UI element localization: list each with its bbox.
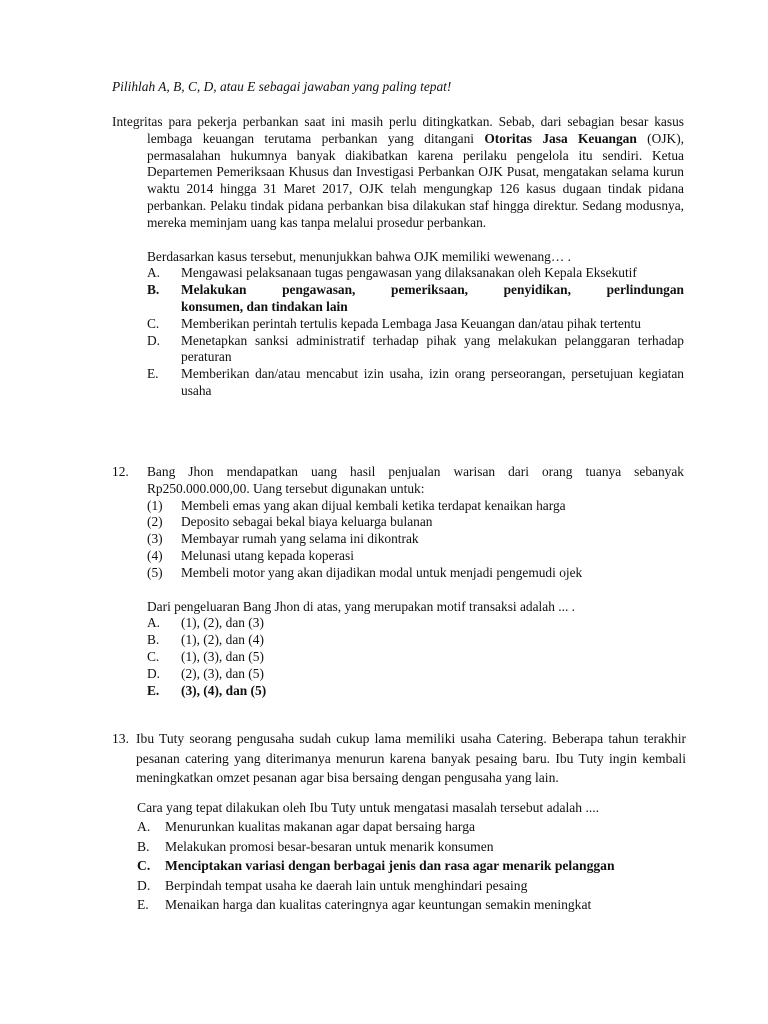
- option-text: (2), (3), dan (5): [181, 665, 264, 681]
- q11-passage: [112, 114, 684, 232]
- item-text: Deposito sebagai bekal biaya keluarga bulanan: [181, 514, 433, 530]
- item-text: Membayar rumah yang selama ini dikontrak: [181, 531, 419, 547]
- q11-section: [112, 114, 684, 400]
- option-text: Berpindah tempat usaha ke daerah lain untuk menghindari pesaing: [165, 877, 528, 893]
- option-text: (3), (4), dan (5): [181, 682, 267, 698]
- q13-question: Cara yang tepat dilakukan oleh Ibu Tuty untuk mengatasi masalah tersebut adalah ....: [137, 799, 600, 815]
- option-text-line2: konsumen, dan tindakan lain: [181, 298, 348, 314]
- option-text: Menaikan harga dan kualitas cateringnya agar keuntungan semakin meningkat: [165, 897, 592, 912]
- option-text: Menciptakan variasi dengan berbagai jenis dan rasa agar menarik pelanggan: [165, 858, 615, 873]
- q12-option-a[interactable]: [147, 615, 684, 632]
- option-text: (1), (2), dan (3): [181, 615, 264, 631]
- q12-option-d[interactable]: [147, 666, 684, 683]
- q12-item-2: [147, 514, 684, 531]
- question-stem: Ibu Tuty seorang pengusaha sudah cukup lama memiliki usaha Catering. Beberapa tahun terakhir pesanan catering yang diterimanya menurun karena banyak pesaing baru. Ibu Tuty ingin kembali meningkatkan omzet pesanan agar bisa bersaing dengan pengusaha yang lain.: [136, 731, 686, 785]
- option-text: Memberikan dan/atau mencabut izin usaha, izin orang perseorangan, persetujuan kegiatan usaha: [181, 366, 684, 398]
- q13-option-a[interactable]: [137, 817, 686, 837]
- q11-options: [112, 265, 684, 399]
- item-label: (3): [147, 531, 163, 547]
- option-label: A.: [137, 819, 151, 834]
- item-label: (4): [147, 547, 163, 563]
- option-label: C.: [137, 858, 151, 873]
- q13-option-c[interactable]: [137, 856, 686, 876]
- item-label: (2): [147, 514, 163, 530]
- q13-options: [137, 817, 686, 915]
- option-label: B.: [137, 838, 150, 854]
- option-label: E.: [147, 366, 159, 382]
- q12-option-c[interactable]: [147, 649, 684, 666]
- q12-item-5: [147, 565, 684, 582]
- option-text: (1), (3), dan (5): [181, 648, 264, 664]
- q13-option-d[interactable]: [137, 876, 686, 896]
- option-label: E.: [147, 682, 160, 698]
- q12-option-e[interactable]: [147, 683, 684, 700]
- q13-option-b[interactable]: [137, 837, 686, 857]
- item-text: Melunasi utang kepada koperasi: [181, 547, 354, 563]
- q12-option-b[interactable]: [147, 632, 684, 649]
- q11-option-d[interactable]: [147, 333, 684, 367]
- q11-passage-pre: Integritas para pekerja perbankan saat ini masih perlu ditingkatkan. Sebab, dari sebagian besar kasus lembaga keuangan terutama perbankan yang ditangani: [112, 114, 684, 146]
- q11-question: Berdasarkan kasus tersebut, menunjukkan bahwa OJK memiliki wewenang… .: [147, 248, 571, 264]
- option-text: Memberikan perintah tertulis kepada Lembaga Jasa Keuangan dan/atau pihak tertentu: [181, 315, 641, 331]
- q11-passage-bold: Otoritas Jasa Keuangan: [484, 130, 637, 146]
- item-text: Membeli motor yang akan dijadikan modal untuk menjadi pengemudi ojek: [181, 564, 583, 580]
- option-label: D.: [147, 665, 161, 681]
- q11-option-e[interactable]: [147, 366, 684, 400]
- q13-stem: [112, 729, 686, 788]
- option-text: Menurunkan kualitas makanan agar dapat bersaing harga: [165, 819, 476, 834]
- q13-option-e[interactable]: [137, 895, 686, 915]
- q12-options: [112, 615, 684, 699]
- option-label: C.: [147, 315, 160, 331]
- item-label: (5): [147, 564, 163, 580]
- q12-items: [112, 498, 684, 582]
- q11-option-b[interactable]: [147, 282, 684, 316]
- question-stem: Bang Jhon mendapatkan uang hasil penjualan warisan dari orang tuanya sebanyak Rp250.000.000,00. Uang tersebut digunakan untuk:: [147, 464, 684, 496]
- q11-option-a[interactable]: [147, 265, 684, 282]
- option-text-line1: Melakukan pengawasan, pemeriksaan, penyidikan, perlindungan: [181, 282, 684, 298]
- q11-passage-post: (OJK), permasalahan hukumnya banyak diakibatkan karena perilaku pengelola itu sendiri. Ketua Departemen Pemeriksaan Khusus dan Investigasi Perbankan OJK Pusat, mengatakan selama kurun waktu 2014 hingga 31 Maret 2017, OJK telah mengungkap 126 kasus dugaan tindak pidana perbankan. Pelaku tindak pidana perbankan bisa dilakukan staf hingga direktur. Sedang modusnya, mereka meminjam uang kas tanpa melalui prosedur perbankan.: [147, 130, 685, 230]
- q12-item-1: [147, 498, 684, 515]
- option-label: B.: [147, 632, 160, 648]
- option-label: C.: [147, 648, 160, 664]
- q11-option-c[interactable]: [147, 316, 684, 333]
- q12-item-3: [147, 531, 684, 548]
- option-text: (1), (2), dan (4): [181, 632, 264, 648]
- option-label: E.: [137, 897, 149, 912]
- q12-item-4: [147, 548, 684, 565]
- option-label: D.: [147, 332, 161, 348]
- option-label: D.: [137, 877, 151, 893]
- q12-question: Dari pengeluaran Bang Jhon di atas, yang merupakan motif transaksi adalah ... .: [147, 598, 575, 614]
- item-label: (1): [147, 497, 163, 513]
- q13-section: [112, 729, 686, 915]
- option-text: Menetapkan sanksi administratif terhadap pihak yang melakukan pelanggaran terhadap peraturan: [181, 332, 684, 365]
- instruction-text: Pilihlah A, B, C, D, atau E sebagai jawaban yang paling tepat!: [112, 79, 452, 94]
- option-label: A.: [147, 265, 161, 281]
- question-number: 13.: [112, 731, 129, 746]
- option-text: [181, 282, 684, 316]
- option-text: Mengawasi pelaksanaan tugas pengawasan yang dilaksanakan oleh Kepala Eksekutif: [181, 265, 637, 281]
- option-label: A.: [147, 615, 161, 631]
- question-number: 12.: [112, 464, 129, 479]
- option-label: B.: [147, 282, 160, 298]
- option-text: Melakukan promosi besar-besaran untuk menarik konsumen: [165, 838, 494, 854]
- item-text: Membeli emas yang akan dijual kembali ketika terdapat kenaikan harga: [181, 497, 566, 513]
- q12-stem: [112, 464, 684, 498]
- q12-section: [112, 464, 684, 699]
